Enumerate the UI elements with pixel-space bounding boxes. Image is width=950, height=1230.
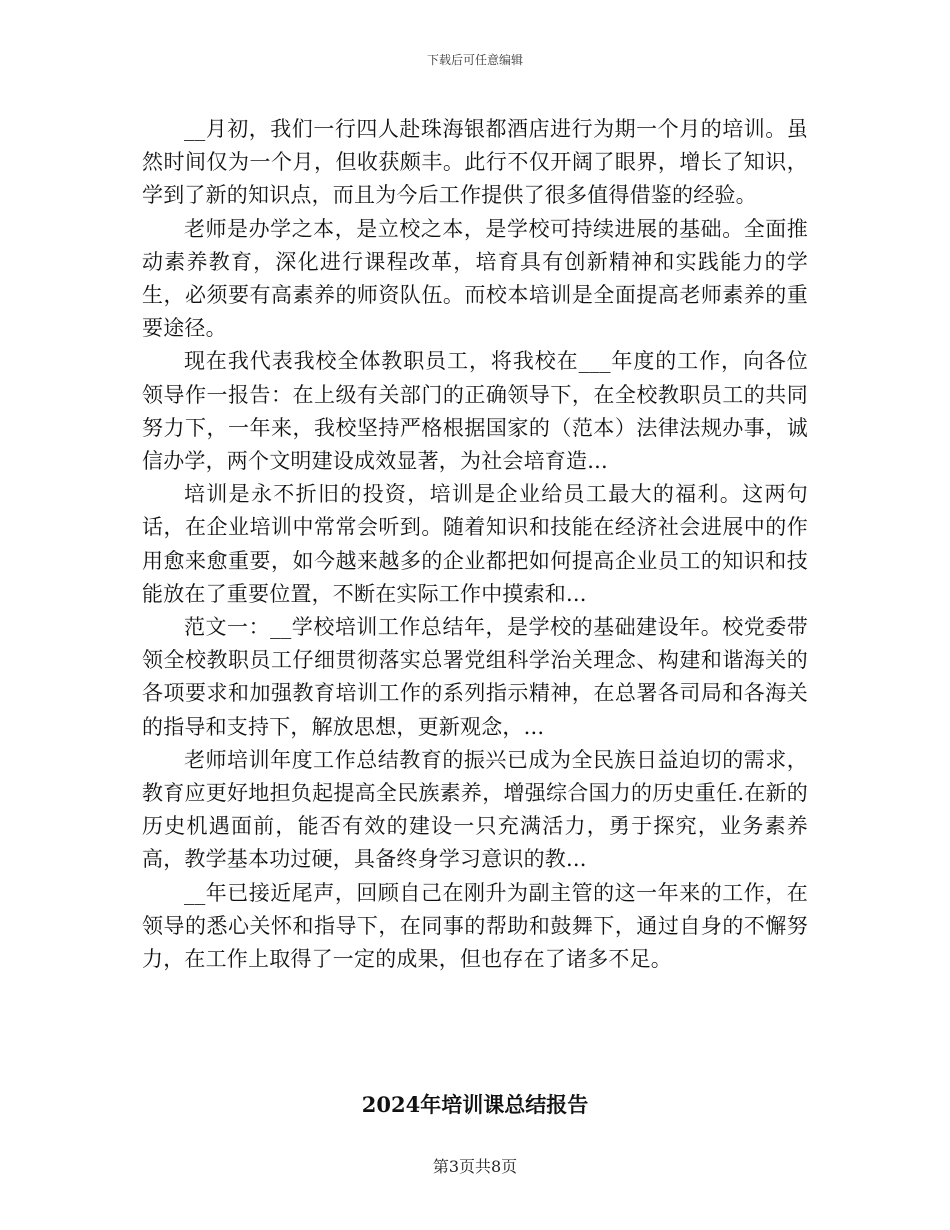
paragraph-5: 范文一：__学校培训工作总结年，是学校的基础建设年。校党委带领全校教职员工仔细贯彻落实总署党组科学治关理念、构建和谐海关的各项要求和加强教育培训工作的系列指示精神，在总署各司局和各海关的指导和支持下，解放思想，更新观念，...: [142, 615, 808, 739]
header-note: 下载后可任意编辑: [426, 53, 523, 67]
paragraph-3: 现在我代表我校全体教职员工，将我校在___年度的工作，向各位领导作一报告：在上级有关部门的正确领导下，在全校教职员工的共同努力下，一年来，我校坚持严格根据国家的（范本）法律法规办事，诚信办学，两个文明建设成效显著，为社会培育造...: [142, 349, 808, 474]
document-body: [142, 113, 808, 976]
paragraph-1: __月初，我们一行四人赴珠海银都酒店进行为期一个月的培训。虽然时间仅为一个月，但收获颇丰。此行不仅开阔了眼界，增长了知识，学到了新的知识点，而且为今后工作提供了很多值得借鉴的经验。: [142, 117, 808, 208]
paragraph-2: 老师是办学之本，是立校之本，是学校可持续进展的基础。全面推动素养教育，深化进行课程改革，培育具有创新精神和实践能力的学生，必须要有高素养的师资队伍。而校本培训是全面提高老师素养的重要途径。: [142, 216, 808, 341]
paragraph-4: 培训是永不折旧的投资，培训是企业给员工最大的福利。这两句话，在企业培训中常常会听到。随着知识和技能在经济社会进展中的作用愈来愈重要，如今越来越多的企业都把如何提高企业员工的知识和技能放在了重要位置，不断在实际工作中摸索和...: [142, 482, 808, 606]
page-number: 第3页共8页: [432, 1157, 518, 1176]
paragraph-6: 老师培训年度工作总结教育的振兴已成为全民族日益迫切的需求，教育应更好地担负起提高全民族素养，增强综合国力的历史重任.在新的历史机遇面前，能否有效的建设一只充满活力，勇于探究，业务素养高，教学基本功过硬，具备终身学习意识的教...: [142, 747, 808, 872]
section-title: 2024年培训课总结报告: [361, 1092, 589, 1117]
paragraph-7: __年已接近尾声，回顾自己在刚升为副主管的这一年来的工作，在领导的悉心关怀和指导下，在同事的帮助和鼓舞下，通过自身的不懈努力，在工作上取得了一定的成果，但也存在了诸多不足。: [142, 880, 808, 972]
